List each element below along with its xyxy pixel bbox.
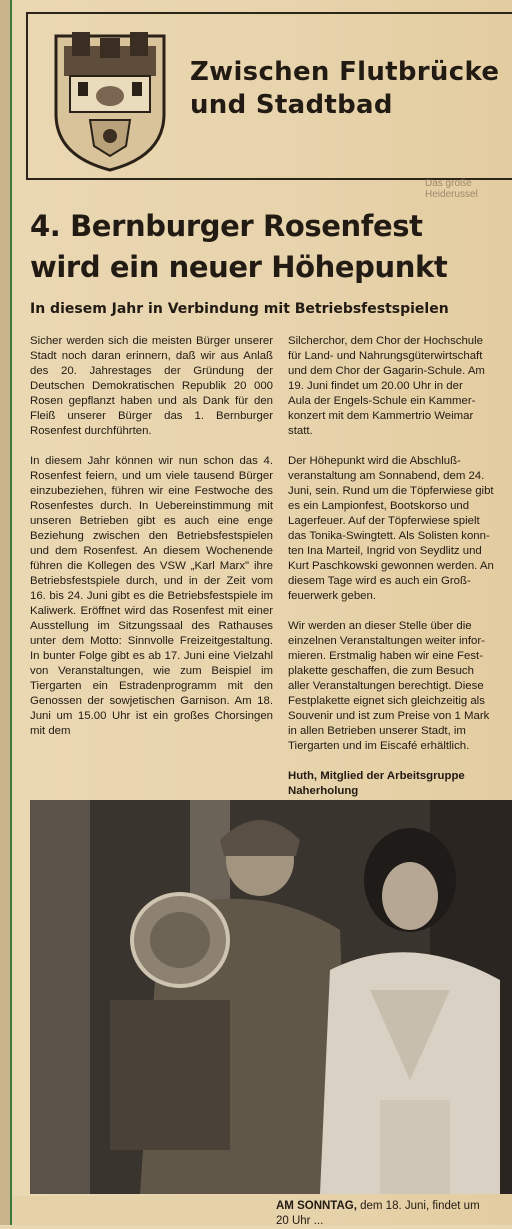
text-line: und dem Chor der Gagarin-Schule. Am <box>288 365 485 377</box>
text-line: für Land- und Nahrungsgüterwirtschaft <box>288 350 483 362</box>
article-paragraph <box>288 454 512 604</box>
text-line: es ein Lampionfest, Bootskorso und <box>288 500 470 512</box>
text-line: plakette geschaffen, die zum Besuch <box>288 665 474 677</box>
text-line: Silcherchor, dem Chor der Hochschule <box>288 335 483 347</box>
text-line: Kurt Paschkowski gewonnen werden. An <box>288 560 494 572</box>
text-line: in allen Betrieben unserer Stadt, im <box>288 725 466 737</box>
text-line: einzelnen Veranstaltungen weiter infor- <box>288 635 485 647</box>
coat-of-arms-icon <box>50 24 170 174</box>
article-paragraph: Sicher werden sich die meisten Bürger unserer Stadt noch daran erinnern, daß wir aus Anlaß des 20. Jahrestages der Gründung der Deutschen Demokratischen Republik 20 000 Rosen gepflanzt haben und als Dank für den Fleiß unserer Bürger das 1. Bernburger Rosenfest durchführten. <box>30 335 273 437</box>
text-line: diesem Tage wird es auch ein Groß- <box>288 575 471 587</box>
text-line: 19. Juni findet um 20.00 Uhr in der <box>288 380 463 392</box>
text-line: das Tonika-Swingtett. Als Solisten konn- <box>288 530 490 542</box>
masthead-title <box>190 56 512 122</box>
photo-image <box>30 800 512 1194</box>
text-line: Souvenir und ist zum Preise von 1 Mark <box>288 710 490 722</box>
caption-lead: AM SONNTAG, <box>276 1200 357 1212</box>
text-line: Tiergarten und im Eiscafé erhältlich. <box>288 740 470 752</box>
byline-line: Huth, Mitglied der Arbeitsgruppe <box>288 770 465 782</box>
article-byline <box>288 769 512 799</box>
article-column-right <box>288 334 512 814</box>
masthead-title-line: Zwischen Flutbrücke <box>190 57 500 87</box>
text-line: Aula der Engels-Schule ein Kammer- <box>288 395 476 407</box>
text-line: Juni, sein. Rund um die Töpferwiese gibt <box>288 485 494 497</box>
byline-line: Naherholung <box>288 785 359 797</box>
article-paragraph: In diesem Jahr können wir nun schon das 4. Rosenfest feiern, und um viele tausend Bürger einzubeziehen, führen wir eine Festwoche des Rosenfestes durch. In Uebereinstimmung mit unseren Betrieben gibt es auch eine enge Beziehung zwischen den Betriebsfestspielen und dem Rosenfest. An diesem Wochenende führen die Kollegen des VSW „Karl Marx" ihre Betriebsfestspiele durch, und in der Zeit vom 16. bis 24. Juni gibt es die Betriebsfestspiele im Kaliwerk. Eröffnet wird das Rosenfest mit einer Ausstellung im Sitzungssaal des Rathauses unter dem Motto: Sinnvolle Freizeitgestaltung. In bunter Folge gibt es ab 17. Juni eine Vielzahl von Veranstaltungen, wie zum Beispiel im Tiergarten ein Estradenprogramm mit den Genossen der sowjetischen Garnison. Am 18. Juni um 15.00 Uhr ist ein großes Chorsingen mit dem <box>30 455 273 737</box>
text-line: Wir werden an dieser Stelle über die <box>288 620 472 632</box>
text-line: statt. <box>288 425 313 437</box>
headline-line: wird ein neuer Höhepunkt <box>30 250 448 284</box>
text-line: veranstaltung am Sonnabend, dem 24. <box>288 470 485 482</box>
article-paragraph <box>288 334 512 439</box>
caption-text: dem 18. Juni, findet um <box>356 1200 480 1212</box>
text-line: ten Ina Marteil, Ingrid von Seydlitz und <box>288 545 482 557</box>
column-masthead <box>26 12 512 180</box>
article-column-left <box>30 334 273 754</box>
text-line: feuerwerk geben. <box>288 590 377 602</box>
bleed-through-text: Das große Heiderussel <box>425 178 478 200</box>
masthead-title-line: und Stadtbad <box>190 90 393 120</box>
article-photo <box>30 800 512 1194</box>
text-line: konzert mit dem Kammertrio Weimar <box>288 410 474 422</box>
page-bottom-margin <box>12 1196 276 1225</box>
page-edge-rule <box>0 0 12 1225</box>
text-line: Der Höhepunkt wird die Abschluß- <box>288 455 461 467</box>
text-line: mieren. Erstmalig haben wir eine Fest- <box>288 650 483 662</box>
text-line: aller Veranstaltungen berechtigt. Diese <box>288 680 484 692</box>
headline-line: 4. Bernburger Rosenfest <box>30 209 423 243</box>
text-line: Lagerfeuer. Auf der Töpferwiese spielt <box>288 515 480 527</box>
article-subhead: In diesem Jahr in Verbindung mit Betriebsfestspielen <box>30 301 449 317</box>
article-paragraph <box>288 619 512 754</box>
caption-text-cut: 20 Uhr ... <box>276 1215 324 1227</box>
text-line: Festplakette eignet sich gleichzeitig als <box>288 695 485 707</box>
article-headline <box>30 206 510 288</box>
